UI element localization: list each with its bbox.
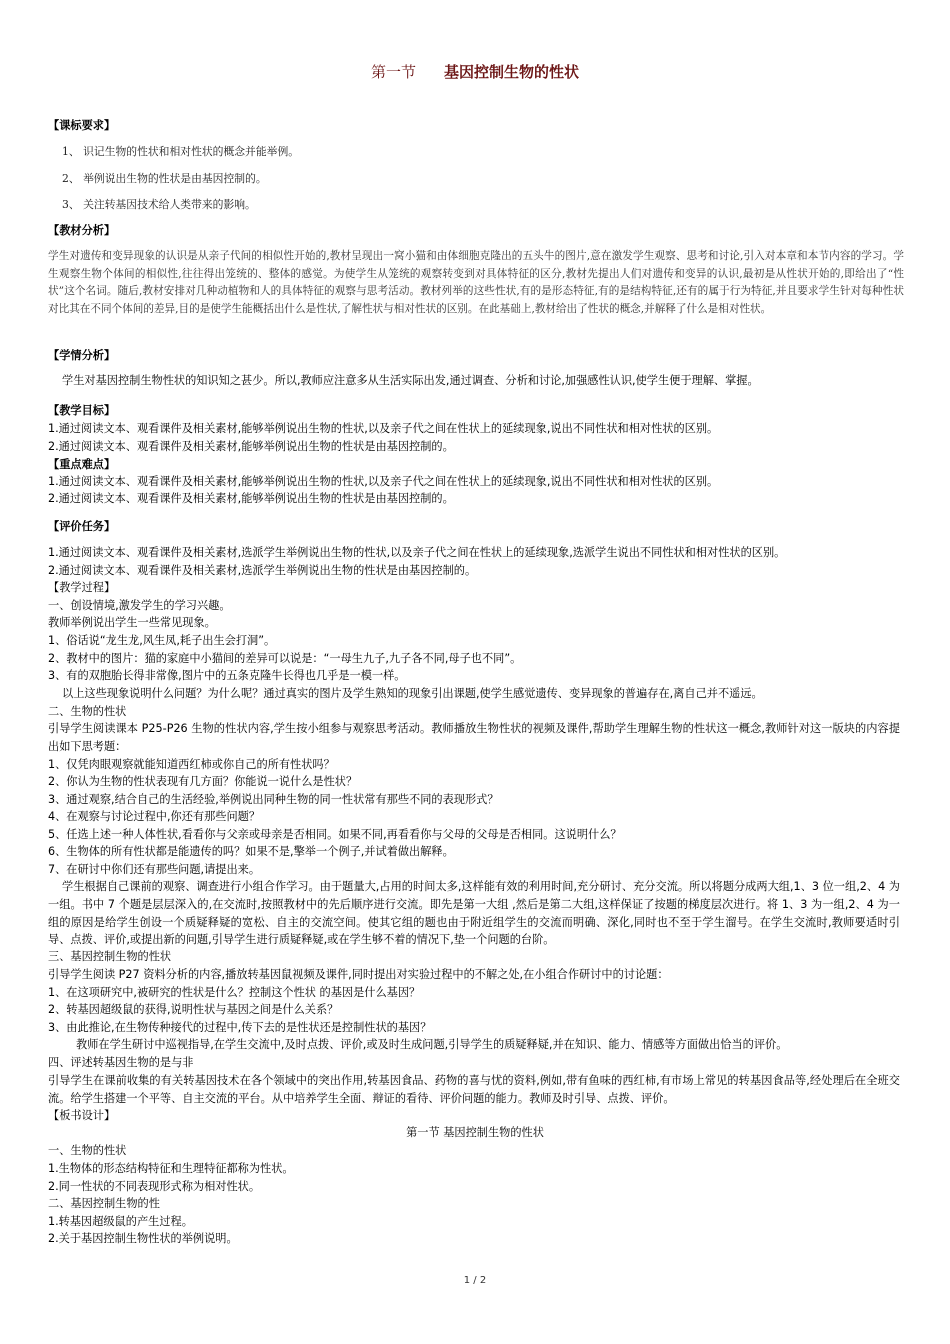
heading-textbook-analysis: 【教材分析】 <box>48 224 116 237</box>
process-section-2-item-3: 3、通过观察,结合自己的生活经验,举例说出同种生物的同一性状常有那些不同的表现形式？ <box>48 793 499 806</box>
board-part-2-item-1: 1.转基因超级鼠的产生过程。 <box>48 1215 193 1228</box>
page-number: 1 / 2 <box>463 1275 487 1286</box>
process-section-3-intro: 引导学生阅读 P27 资料分析的内容,播放转基因鼠视频及课件,同时提出对实验过程中的不解之处,在小组合作研讨中的讨论题： <box>48 968 669 981</box>
textbook-analysis-text: 学生对遗传和变异现象的认识是从亲子代间的相似性开始的,教材呈现出一窝小猫和由体细胞克隆出的五头牛的图片,意在激发学生观察、思考和讨论,引入对本章和本节内容的学习。学生观察生物个体间的相似性,往往得出笼统的、整体的感觉。为使学生从笼统的观察转变到对具体特征的区分,教材先提出人们对遗传和变异的认识,最初是从性状开始的,即给出了“性状”这个名词。随后,教材安排对几种动植物和人的具体特征的观察与思考活动。教材列举的这些性状,有的是形态特征,有的是结构特征,还有的属于行为特征,并且要求学生针对每种性状对比其在不同个体间的差异,目的是使学生能概括出什么是性状,了解性状与相对性状的区别。在此基础上,教材给出了性状的概念,并解释了什么是相对性状。 <box>48 250 904 315</box>
process-section-2-item-5: 5、任选上述一种人体性状,看看你与父亲或母亲是否相同。如果不同,再看看你与父母的父母是否相同。这说明什么？ <box>48 828 622 841</box>
title-text: 基因控制生物的性状 <box>444 63 580 81</box>
evaluation-task-2: 2.通过阅读文本、观看课件及相关素材,选派学生举例说出生物的性状是由基因控制的。 <box>48 564 477 577</box>
process-section-2-item-2: 2、你认为生物的性状表现有几方面？你能说一说什么是性状？ <box>48 775 358 788</box>
board-part-2-title: 二、基因控制生物的性 <box>48 1197 160 1210</box>
process-section-4-title: 四、评述转基因生物的是与非 <box>48 1056 194 1069</box>
process-section-3-title: 三、基因控制生物的性状 <box>48 950 172 963</box>
teaching-goal-1: 1.通过阅读文本、观看课件及相关素材,能够举例说出生物的性状,以及亲子代之间在性状上的延续现象,说出不同性状和相对性状的区别。 <box>48 422 719 435</box>
process-section-2-item-1: 1、仅凭肉眼观察就能知道西红柿或你自己的所有性状吗？ <box>48 758 335 771</box>
process-section-1-summary: 以上这些现象说明什么问题？为什么呢？通过真实的图片及学生熟知的现象引出课题,使学生感觉遗传、变异现象的普遍存在,离自己并不遥远。 <box>62 687 763 700</box>
process-section-2-intro: 引导学生阅读课本 P25-P26 生物的性状内容,学生按小组参与观察思考活动。教师播放生物性状的视频及课件,帮助学生理解生物的性状这一概念,教师针对这一版块的内容提出如下思考题： <box>48 722 900 753</box>
heading-evaluation-tasks: 【评价任务】 <box>48 520 116 533</box>
board-part-1-item-2: 2.同一性状的不同表现形式称为相对性状。 <box>48 1180 261 1193</box>
process-section-1-intro: 教师举例说出学生一些常见现象。 <box>48 616 216 629</box>
process-section-1-item-1: 1、俗话说“龙生龙,风生凤,耗子出生会打洞”。 <box>48 634 276 647</box>
student-analysis-text: 学生对基因控制生物性状的知识知之甚少。所以,教师应注意多从生活实际出发,通过调查、分析和讨论,加强感性认识,使学生便于理解、掌握。 <box>62 374 759 387</box>
process-section-2-title: 二、生物的性状 <box>48 705 127 718</box>
process-section-4-text: 引导学生在课前收集的有关转基因技术在各个领域中的突出作用,转基因食品、药物的喜与忧的资料,例如,带有鱼味的西红柿,有市场上常见的转基因食品等,经处理后在全班交流。给学生搭建一个平等、自主交流的平台。从中培养学生全面、辩证的看待、评价问题的能力。教师及时引导、点拨、评价。 <box>48 1074 900 1105</box>
standards-item-3: 3、 关注转基因技术给人类带来的影响。 <box>62 198 256 211</box>
process-section-2-item-7: 7、在研讨中你们还有那些问题,请提出来。 <box>48 863 261 876</box>
process-section-3-item-1: 1、在这项研究中,被研究的性状是什么？控制这个性状 的基因是什么基因？ <box>48 986 421 999</box>
key-point-2: 2.通过阅读文本、观看课件及相关素材,能够举例说出生物的性状是由基因控制的。 <box>48 492 454 505</box>
heading-key-points: 【重点难点】 <box>48 458 116 471</box>
board-part-1-item-1: 1.生物体的形态结构特征和生理特征都称为性状。 <box>48 1162 294 1175</box>
key-point-1: 1.通过阅读文本、观看课件及相关素材,能够举例说出生物的性状,以及亲子代之间在性状上的延续现象,说出不同性状和相对性状的区别。 <box>48 475 719 488</box>
title-section-number: 第一节 <box>370 63 416 81</box>
heading-board-design: 【板书设计】 <box>48 1109 116 1122</box>
heading-standards: 【课标要求】 <box>48 119 116 132</box>
teaching-goal-2: 2.通过阅读文本、观看课件及相关素材,能够举例说出生物的性状是由基因控制的。 <box>48 440 454 453</box>
heading-student-analysis: 【学情分析】 <box>48 349 116 362</box>
process-section-3-item-3: 3、由此推论,在生物传种接代的过程中,传下去的是性状还是控制性状的基因？ <box>48 1021 432 1034</box>
process-section-3-summary: 教师在学生研讨中巡视指导,在学生交流中,及时点拨、评价,或及时生成问题,引导学生的质疑释疑,并在知识、能力、情感等方面做出恰当的评价。 <box>76 1038 788 1051</box>
page-title <box>0 62 950 82</box>
board-title: 第一节 基因控制生物的性状 <box>406 1126 544 1139</box>
standards-item-1: 1、 识记生物的性状和相对性状的概念并能举例。 <box>62 145 300 158</box>
process-section-2-summary: 学生根据自己课前的观察、调查进行小组合作学习。由于题量大,占用的时间太多,这样能有效的利用时间,充分研讨、充分交流。所以将题分成两大组,1、3 位一组,2、4 为一组。书中 7 个题是层层深入的,在交流时,按照教材中的先后顺序进行交流。即先是第一大组 ,然后是第二大组,这样保证了按题的梯度层次进行。将 1、3 为一组,2、4 为一组的原因是给学生创设一个质疑释疑的宽松、自主的交流空间。使其它组的题也由于附近组学生的交流而明确、深化,同时也不至于学生溜号。在学生交流时,教师要适时引导、点拨、评价,或提出新的问题,引导学生进行质疑释疑,或在学生够不着的情况下,垫一个问题的台阶。 <box>48 880 900 947</box>
standards-item-2: 2、 举例说出生物的性状是由基因控制的。 <box>62 172 267 185</box>
process-section-2-item-4: 4、在观察与讨论过程中,你还有那些问题？ <box>48 810 261 823</box>
heading-teaching-process: 【教学过程】 <box>48 581 116 594</box>
process-section-1-item-3: 3、有的双胞胎长得非常像,图片中的五条克隆牛长得也几乎是一模一样。 <box>48 669 406 682</box>
board-part-2-item-2: 2.关于基因控制生物性状的举例说明。 <box>48 1232 238 1245</box>
process-section-1-title: 一、创设情境,激发学生的学习兴趣。 <box>48 599 231 612</box>
process-section-3-item-2: 2、转基因超级鼠的获得,说明性状与基因之间是什么关系？ <box>48 1003 339 1016</box>
process-section-2-item-6: 6、生物体的所有性状都是能遗传的吗？如果不是,擎举一个例子,并试着做出解释。 <box>48 845 454 858</box>
process-section-1-item-2: 2、教材中的图片：猫的家庭中小猫间的差异可以说是：“一母生九子,九子各不同,母子也不同”。 <box>48 652 522 665</box>
evaluation-task-1: 1.通过阅读文本、观看课件及相关素材,选派学生举例说出生物的性状,以及亲子代之间在性状上的延续现象,选派学生说出不同性状和相对性状的区别。 <box>48 546 786 559</box>
heading-teaching-goals: 【教学目标】 <box>48 404 116 417</box>
board-part-1-title: 一、生物的性状 <box>48 1144 127 1157</box>
